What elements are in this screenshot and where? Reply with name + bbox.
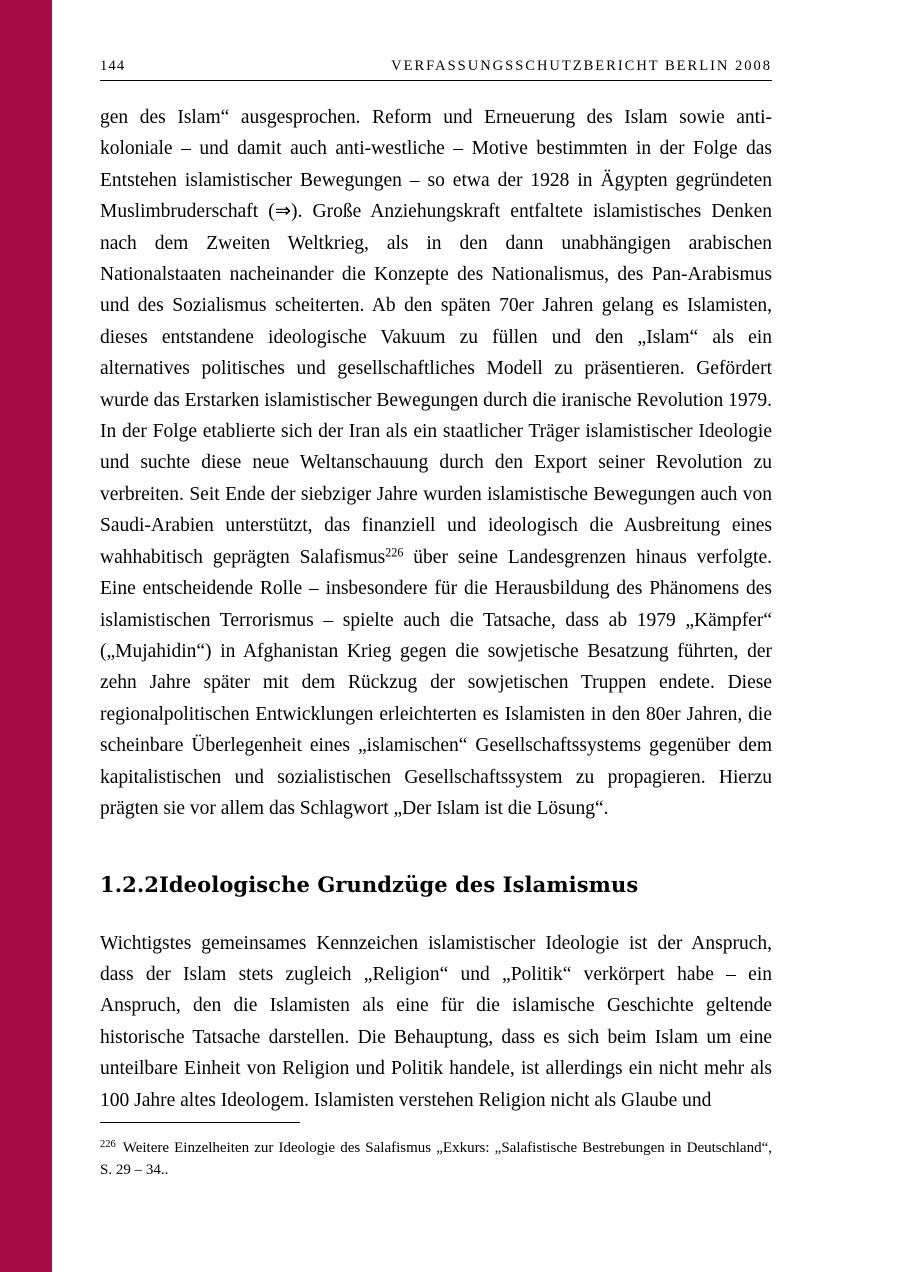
page-number: 144: [100, 58, 126, 74]
footnote-area: [100, 1122, 772, 1181]
footnote-text: Weitere Einzelheiten zur Ideologie des Salafismus „Exkurs: „Salafistische Bestrebungen in Deutschland“, S. 29 – 34..: [100, 1140, 772, 1178]
paragraph: [100, 102, 772, 824]
paragraph: Wichtigstes gemeinsames Kennzeichen islamistischer Ideologie ist der Anspruch, dass der Islam stets zugleich „Religion“ und „Politik“ verkörpert habe – ein Anspruch, den die Islamisten als eine für die islamische Geschichte geltende historische Tatsache darstellen. Die Behauptung, dass es sich beim Islam um eine unteilbare Einheit von Religion und Politik handele, ist allerdings ein nicht mehr als 100 Jahre altes Ideologem. Islamisten verstehen Religion nicht als Glaube und: [100, 932, 772, 1111]
page-accent-bar: [0, 0, 52, 1272]
paragraph-part-a: gen des Islam“ ausgesprochen. Reform und Erneuerung des Islam sowie anti-koloniale – und damit auch anti-westliche – Motive bestimmten in der Folge das Entstehen islamistischer Bewegungen – so etwa der 1928 in Ägypten gegründeten Muslimbruderschaft (⇒). Große Anziehungskraft entfaltete islamistisches Denken nach dem Zweiten Weltkrieg, als in den dann unabhängigen arabischen Nationalstaaten nacheinander die Konzepte des Nationalismus, des Pan-Arabismus und des Sozialismus scheiterten. Ab den späten 70er Jahren gelang es Islamisten, dieses entstandene ideologische Vakuum zu füllen und den „Islam“ als ein alternatives politisches und gesellschaftliches Modell zu präsentieren. Gefördert wurde das Erstarken islamistischer Bewegungen durch die iranische Revolution 1979. In der Folge etablierte sich der Iran als ein staatlicher Träger islamistischer Ideologie und suchte diese neue Weltanschauung durch den Export seiner Revolution zu verbreiten. Seit Ende der siebziger Jahre wurden islamistische Bewegungen auch von Saudi-Arabien unterstützt, das finanziell und ideologisch die Ausbreitung eines wahhabitisch geprägten Salafismus: [100, 107, 772, 568]
paragraph-part-b: über seine Landesgrenzen hinaus verfolgte. Eine entscheidende Rolle – insbesondere für die Herausbildung des Phänomens des islamistischen Terrorismus – spielte auch die Tatsache, dass ab 1979 „Kämpfer“ („Mujahidin“) in Afghanistan Krieg gegen die sowjetische Besatzung führten, der zehn Jahre später mit dem Rückzug der sowjetischen Truppen endete. Diese regionalpolitischen Entwicklungen erleichterten es Islamisten in den 80er Jahren, die scheinbare Überlegenheit eines „islamischen“ Gesellschaftssystems gegenüber dem kapitalistischen und sozialistischen Gesellschaftssystem zu propagieren. Hierzu prägten sie vor allem das Schlagwort „Der Islam ist die Lösung“.: [100, 546, 772, 819]
page-content: [100, 0, 772, 1272]
footnote-entry: [100, 1137, 772, 1181]
body-paragraph-two: [100, 908, 772, 1135]
page-header: [100, 58, 772, 81]
section-number: 1.2.2: [100, 872, 159, 897]
running-head: VERFASSUNGSSCHUTZBERICHT BERLIN 2008: [391, 58, 772, 74]
footnote-marker: 226: [100, 1138, 116, 1150]
section-title: Ideologische Grundzüge des Islamismus: [158, 872, 639, 897]
body-paragraph-one: [100, 102, 772, 824]
footnote-separator: [100, 1122, 300, 1123]
footnote-reference[interactable]: 226: [385, 545, 404, 560]
section-heading: [100, 872, 772, 897]
